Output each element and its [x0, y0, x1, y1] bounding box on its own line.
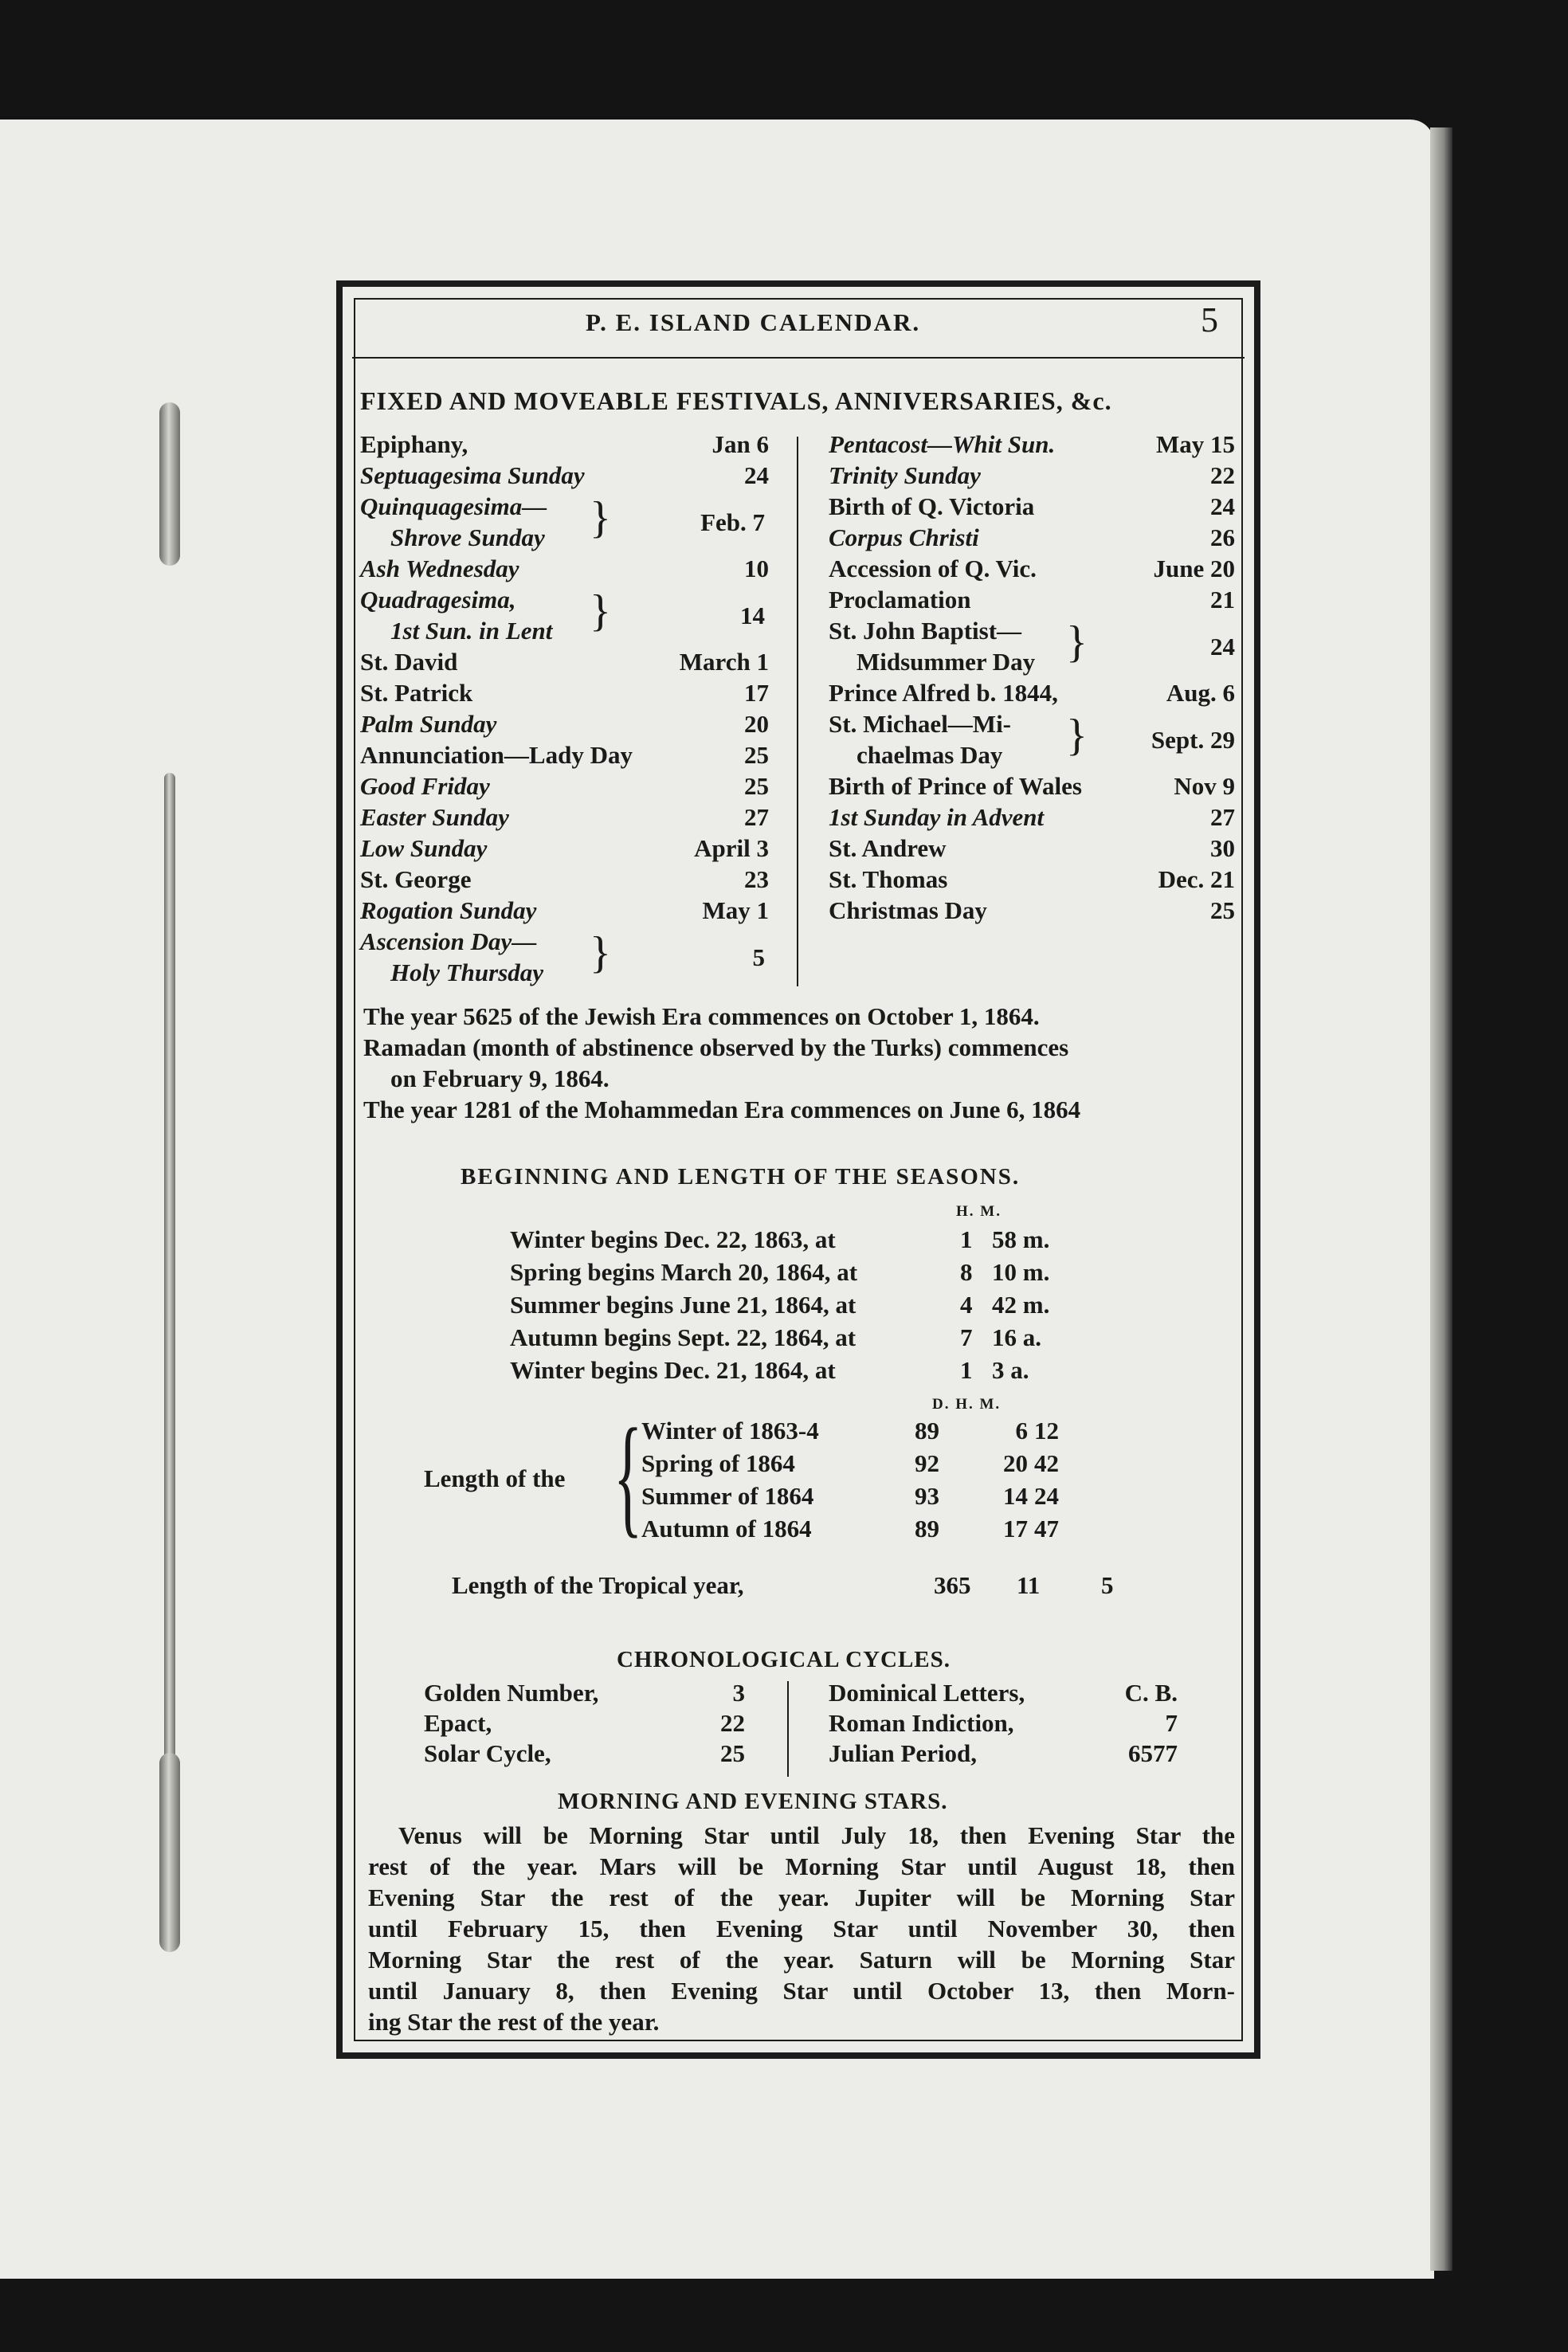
- festival-name: Ash Wednesday: [360, 555, 519, 582]
- season-length-days: 92: [915, 1449, 939, 1477]
- stars-line: rest of the year. Mars will be Morning Star until August 18, then: [368, 1852, 1235, 1880]
- festival-name-cont: Shrove Sunday: [390, 523, 545, 551]
- festival-date: May 1: [702, 896, 769, 924]
- season-length-days: 89: [915, 1417, 939, 1445]
- note-jewish-era: The year 5625 of the Jewish Era commences on October 1, 1864.: [363, 1002, 1040, 1030]
- cycles-divider: [787, 1681, 789, 1777]
- stars-line: Evening Star the rest of the year. Jupiter will be Morning Star: [368, 1884, 1235, 1911]
- festival-name-cont: chaelmas Day: [857, 741, 1003, 769]
- festival-name: St. George: [360, 865, 472, 893]
- festival-date: Feb. 7: [700, 508, 765, 536]
- season-length-minutes: 47: [1034, 1515, 1059, 1543]
- festival-date: Aug. 6: [1166, 679, 1235, 707]
- season-length-hours: 14: [1003, 1482, 1028, 1510]
- festival-brace: }: [590, 493, 611, 543]
- season-length-minutes: 12: [1034, 1417, 1059, 1445]
- festival-name: Quinquagesima—: [360, 492, 547, 520]
- festival-date: 27: [744, 803, 769, 831]
- cycle-value: C. B.: [1124, 1679, 1178, 1707]
- note-ramadan-date: on February 9, 1864.: [390, 1064, 610, 1092]
- note-ramadan: Ramadan (month of abstinence observed by the Turks) commences: [363, 1033, 1069, 1061]
- festival-date: 30: [1210, 834, 1235, 862]
- festival-name-cont: 1st Sun. in Lent: [390, 617, 553, 645]
- festival-name: Trinity Sunday: [829, 461, 981, 489]
- season-begin-minute: 10 m.: [992, 1258, 1050, 1286]
- festival-date: 25: [744, 772, 769, 800]
- festival-name: Easter Sunday: [360, 803, 509, 831]
- season-length-days: 93: [915, 1482, 939, 1510]
- season-begin-hour: 7: [960, 1323, 973, 1351]
- festival-date: 25: [744, 741, 769, 769]
- stars-line: until February 15, then Evening Star until November 30, then: [368, 1915, 1235, 1942]
- season-length-minutes: 42: [1034, 1449, 1059, 1477]
- festival-date: 24: [1210, 492, 1235, 520]
- festival-name-cont: Holy Thursday: [390, 958, 544, 986]
- festival-date: 27: [1210, 803, 1235, 831]
- season-begin-text: Winter begins Dec. 21, 1864, at: [510, 1356, 836, 1384]
- festival-date: April 3: [694, 834, 769, 862]
- page-number: 5: [1201, 300, 1218, 339]
- festival-date: 26: [1210, 523, 1235, 551]
- festival-date: 25: [1210, 896, 1235, 924]
- festival-name: Accession of Q. Vic.: [829, 555, 1037, 582]
- cycle-name: Solar Cycle,: [424, 1739, 551, 1767]
- season-begin-minute: 16 a.: [992, 1323, 1041, 1351]
- festival-name: Epiphany,: [360, 430, 468, 458]
- festival-date: 24: [1210, 633, 1235, 661]
- cycle-name: Dominical Letters,: [829, 1679, 1025, 1707]
- festival-name: 1st Sunday in Advent: [829, 803, 1045, 831]
- page-title: P. E. ISLAND CALENDAR.: [586, 308, 921, 336]
- stars-line: ing Star the rest of the year.: [368, 2008, 660, 2036]
- festival-name: Pentacost—Whit Sun.: [829, 430, 1056, 458]
- festival-name: Rogation Sunday: [360, 896, 537, 924]
- season-length-hours: 6: [1015, 1417, 1028, 1445]
- festival-name: Low Sunday: [360, 834, 488, 862]
- festival-name: St. David: [360, 648, 458, 676]
- festival-date: June 20: [1153, 555, 1235, 582]
- festival-name: Prince Alfred b. 1844,: [829, 679, 1058, 707]
- tropical-year-label: Length of the Tropical year,: [452, 1571, 744, 1599]
- season-length-minutes: 24: [1034, 1482, 1059, 1510]
- festival-name: St. Andrew: [829, 834, 947, 862]
- cycle-value: 3: [732, 1679, 745, 1707]
- festival-date: 10: [744, 555, 769, 582]
- dhm-header: D. H. M.: [932, 1396, 1002, 1413]
- season-begin-text: Summer begins June 21, 1864, at: [510, 1291, 857, 1319]
- festival-name: Annunciation—Lady Day: [360, 741, 633, 769]
- festival-name: St. Patrick: [360, 679, 473, 707]
- cycle-name: Golden Number,: [424, 1679, 599, 1707]
- festival-name-cont: Midsummer Day: [857, 648, 1036, 676]
- length-of-the-label: Length of the: [424, 1464, 566, 1492]
- season-length-name: Autumn of 1864: [641, 1515, 812, 1543]
- season-begin-hour: 1: [960, 1356, 973, 1384]
- hm-header: H. M.: [956, 1203, 1002, 1220]
- season-begin-text: Spring begins March 20, 1864, at: [510, 1258, 858, 1286]
- page-edge: [1430, 127, 1452, 2271]
- season-begin-hour: 4: [960, 1291, 973, 1319]
- festival-name: Corpus Christi: [829, 523, 979, 551]
- cycle-name: Julian Period,: [829, 1739, 978, 1767]
- seasons-brace: {: [613, 1401, 643, 1550]
- festival-date: Dec. 21: [1158, 865, 1235, 893]
- festival-name: Proclamation: [829, 586, 971, 613]
- festival-name: Birth of Prince of Wales: [829, 772, 1082, 800]
- festival-date: Nov 9: [1174, 772, 1235, 800]
- cycle-name: Epact,: [424, 1709, 492, 1737]
- header-rule: [352, 357, 1245, 359]
- festival-date: May 15: [1155, 430, 1235, 458]
- cycle-value: 7: [1165, 1709, 1178, 1737]
- season-begin-hour: 1: [960, 1225, 973, 1253]
- festival-name: Good Friday: [360, 772, 490, 800]
- tropical-minutes: 5: [1101, 1571, 1114, 1599]
- festival-name: St. Michael—Mi-: [829, 710, 1012, 738]
- festival-date: 24: [744, 461, 769, 489]
- festival-brace: }: [590, 928, 611, 978]
- festival-brace: }: [590, 586, 611, 636]
- festival-name: St. John Baptist—: [829, 617, 1022, 645]
- festival-name: Septuagesima Sunday: [360, 461, 585, 489]
- cycle-value: 22: [720, 1709, 745, 1737]
- binding-stitch: [159, 1753, 180, 1952]
- festival-date: 21: [1210, 586, 1235, 613]
- season-begin-text: Winter begins Dec. 22, 1863, at: [510, 1225, 836, 1253]
- stars-line: until January 8, then Evening Star until October 13, then Morn-: [368, 1977, 1235, 2005]
- festival-brace: }: [1066, 617, 1088, 667]
- tropical-hours: 11: [1017, 1571, 1041, 1599]
- festival-date: 20: [744, 710, 769, 738]
- stars-line: Venus will be Morning Star until July 18, then Evening Star the: [398, 1821, 1235, 1849]
- season-begin-text: Autumn begins Sept. 22, 1864, at: [510, 1323, 857, 1351]
- cycles-heading: CHRONOLOGICAL CYCLES.: [617, 1647, 951, 1672]
- festival-date: 23: [744, 865, 769, 893]
- season-length-name: Spring of 1864: [641, 1449, 795, 1477]
- festival-brace: }: [1066, 711, 1088, 760]
- festival-name: Quadragesima,: [360, 586, 516, 613]
- seasons-heading: BEGINNING AND LENGTH OF THE SEASONS.: [461, 1164, 1021, 1190]
- note-mohammedan-era: The year 1281 of the Mohammedan Era commences on June 6, 1864: [363, 1096, 1081, 1123]
- festival-name: St. Thomas: [829, 865, 948, 893]
- festival-date: Jan 6: [711, 430, 769, 458]
- festival-date: March 1: [679, 648, 769, 676]
- binding-stitch: [159, 402, 180, 566]
- festival-date: Sept. 29: [1151, 726, 1235, 754]
- season-begin-hour: 8: [960, 1258, 973, 1286]
- tropical-days: 365: [934, 1571, 971, 1599]
- festival-date: 17: [744, 679, 769, 707]
- festival-name: Birth of Q. Victoria: [829, 492, 1035, 520]
- festival-name: Ascension Day—: [360, 927, 537, 955]
- festival-date: 14: [740, 602, 765, 629]
- cycle-value: 6577: [1128, 1739, 1178, 1767]
- season-length-name: Summer of 1864: [641, 1482, 814, 1510]
- festival-date: 22: [1210, 461, 1235, 489]
- season-length-days: 89: [915, 1515, 939, 1543]
- season-length-hours: 20: [1003, 1449, 1028, 1477]
- festival-date: 5: [752, 943, 765, 971]
- season-length-name: Winter of 1863-4: [641, 1417, 819, 1445]
- season-begin-minute: 58 m.: [992, 1225, 1050, 1253]
- season-begin-minute: 3 a.: [992, 1356, 1029, 1384]
- stars-line: Morning Star the rest of the year. Saturn will be Morning Star: [368, 1946, 1235, 1974]
- festivals-heading: FIXED AND MOVEABLE FESTIVALS, ANNIVERSARIES, &c.: [360, 386, 1112, 415]
- festival-name: Palm Sunday: [360, 710, 497, 738]
- stars-heading: MORNING AND EVENING STARS.: [558, 1789, 948, 1814]
- cycle-name: Roman Indiction,: [829, 1709, 1014, 1737]
- season-begin-minute: 42 m.: [992, 1291, 1050, 1319]
- cycle-value: 25: [720, 1739, 745, 1767]
- festival-name: Christmas Day: [829, 896, 987, 924]
- festivals-divider: [797, 437, 798, 986]
- season-length-hours: 17: [1003, 1515, 1028, 1543]
